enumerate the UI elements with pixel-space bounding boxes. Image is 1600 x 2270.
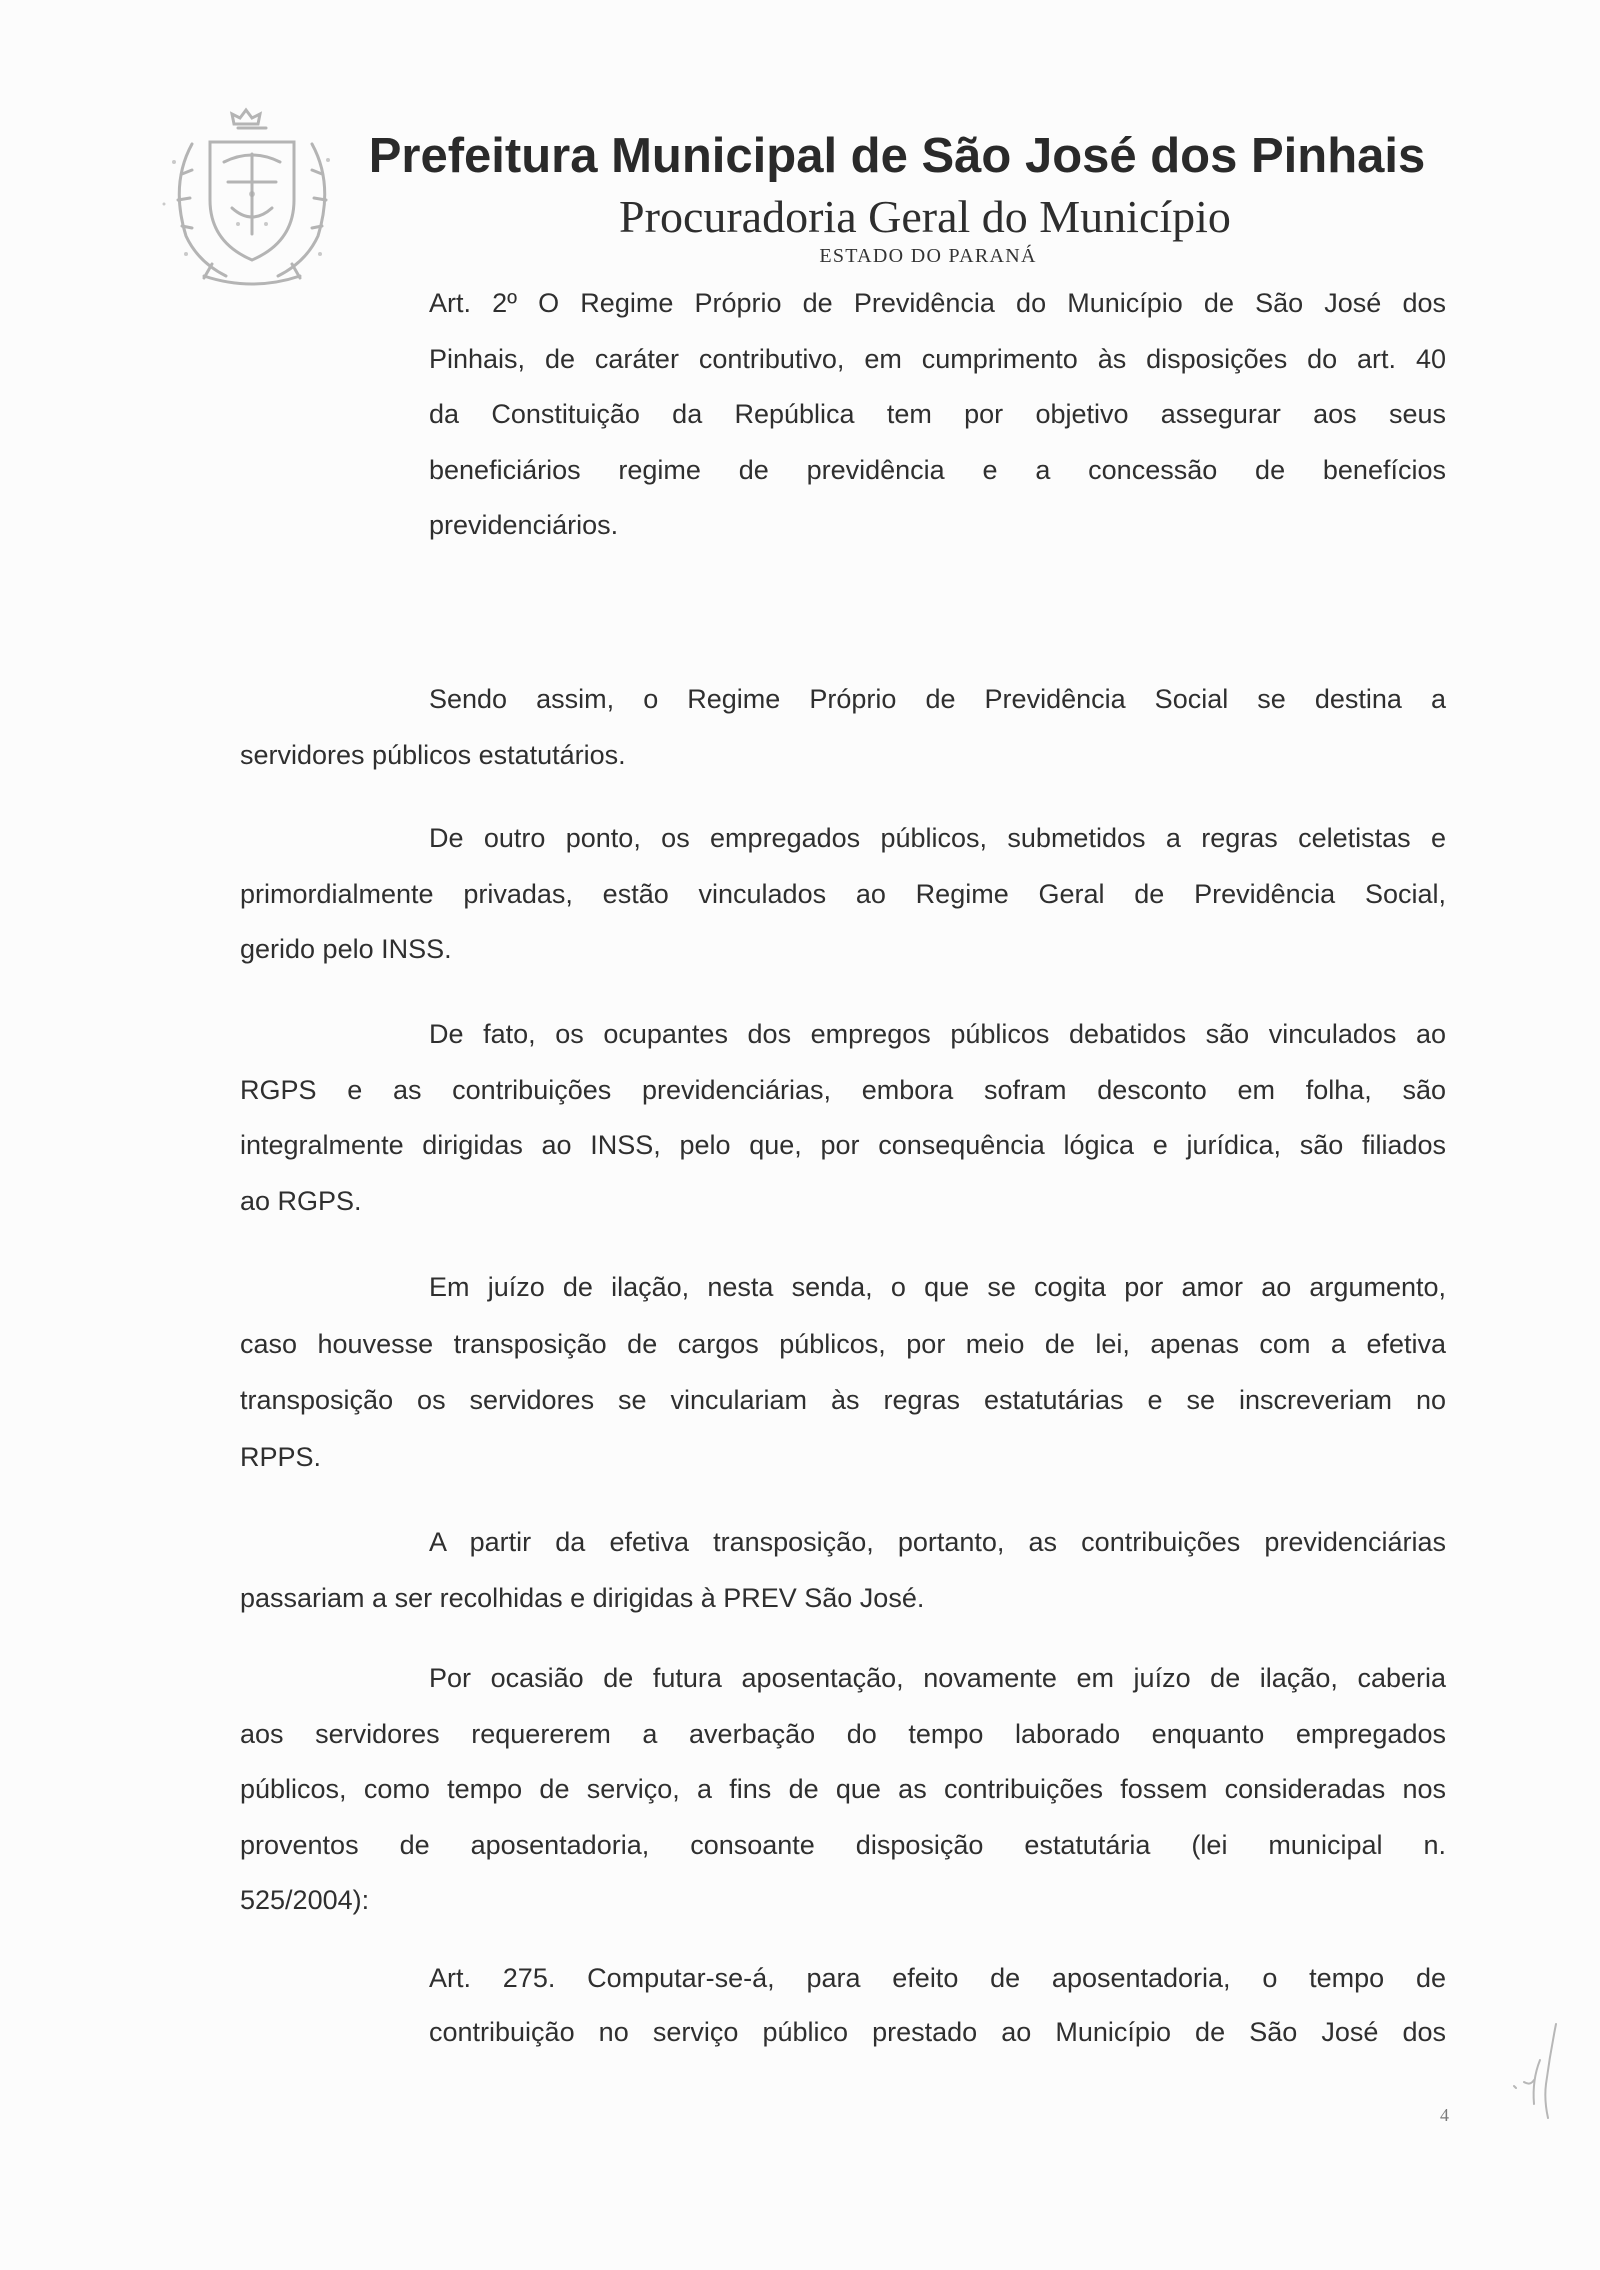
paragraph-line: transposição os servidores se vinculariam às regras estatutárias e se inscreveriam no (240, 1385, 1446, 1415)
quote-line: Pinhais, de caráter contributivo, em cumprimento às disposições do art. 40 (429, 343, 1446, 374)
paragraph-line: Por ocasião de futura aposentação, novamente em juízo de ilação, caberia (429, 1663, 1446, 1693)
paragraph-line: De fato, os ocupantes dos empregos públicos debatidos são vinculados ao (429, 1019, 1446, 1049)
quote-line: Art. 275. Computar-se-á, para efeito de aposentadoria, o tempo de (429, 1963, 1446, 1993)
paragraph (240, 672, 1446, 783)
paragraph-line: passariam a ser recolhidas e dirigidas à PREV São José. (240, 1582, 925, 1613)
article-275-quote (429, 1952, 1446, 2059)
paragraph (240, 1259, 1446, 1485)
paragraph-line: ao RGPS. (240, 1185, 362, 1216)
paragraph-line: primordialmente privadas, estão vinculados ao Regime Geral de Previdência Social, (240, 878, 1446, 909)
paragraph-line: 525/2004): (240, 1885, 370, 1915)
paragraph-line: De outro ponto, os empregados públicos, submetidos a regras celetistas e (429, 823, 1446, 853)
page-number: 4 (1440, 2105, 1449, 2125)
quote-line: contribuição no serviço público prestado ao Município de São José dos (429, 2016, 1446, 2047)
header-subtitle: Procuradoria Geral do Município (619, 191, 1231, 242)
paragraph-line: A partir da efetiva transposição, portanto, as contribuições previdenciárias (429, 1527, 1446, 1557)
header-title: Prefeitura Municipal de São José dos Pinhais (368, 129, 1426, 183)
paragraph-line: RPPS. (240, 1441, 322, 1472)
paragraph-line: proventos de aposentadoria, consoante disposição estatutária (lei municipal n. (240, 1829, 1446, 1860)
paragraph-line: Sendo assim, o Regime Próprio de Previdência Social se destina a (429, 684, 1446, 714)
paragraph-line: públicos, como tempo de serviço, a fins de que as contribuições fossem consideradas nos (240, 1774, 1446, 1804)
quote-line: previdenciários. (429, 510, 619, 540)
paragraph-line: caso houvesse transposição de cargos públicos, por meio de lei, apenas com a efetiva (240, 1328, 1446, 1359)
paragraph (240, 1515, 1446, 1626)
header-state: ESTADO DO PARANÁ (819, 245, 1037, 267)
paragraph-line: Em juízo de ilação, nesta senda, o que se cogita por amor ao argumento, (429, 1272, 1446, 1302)
paragraph (240, 1651, 1446, 1929)
paragraph-line: RGPS e as contribuições previdenciárias, embora sofram desconto em folha, são (240, 1074, 1446, 1105)
quote-line: beneficiários regime de previdência e a concessão de benefícios (429, 454, 1446, 485)
quote-line: Art. 2º O Regime Próprio de Previdência do Município de São José dos (429, 288, 1446, 318)
municipal-seal-icon (152, 104, 334, 292)
article-2-quote (429, 276, 1446, 554)
paragraph-line: servidores públicos estatutários. (240, 739, 626, 770)
paragraph-line: integralmente dirigidas ao INSS, pelo que, por consequência lógica e jurídica, são filiados (240, 1130, 1446, 1160)
paragraph (240, 811, 1446, 978)
quote-line: da Constituição da República tem por objetivo assegurar aos seus (429, 399, 1446, 429)
paragraph (240, 1007, 1446, 1229)
paragraph-line: aos servidores requererem a averbação do tempo laborado enquanto empregados (240, 1718, 1446, 1749)
paragraph-line: gerido pelo INSS. (240, 934, 452, 964)
signature-mark (1504, 2020, 1568, 2124)
